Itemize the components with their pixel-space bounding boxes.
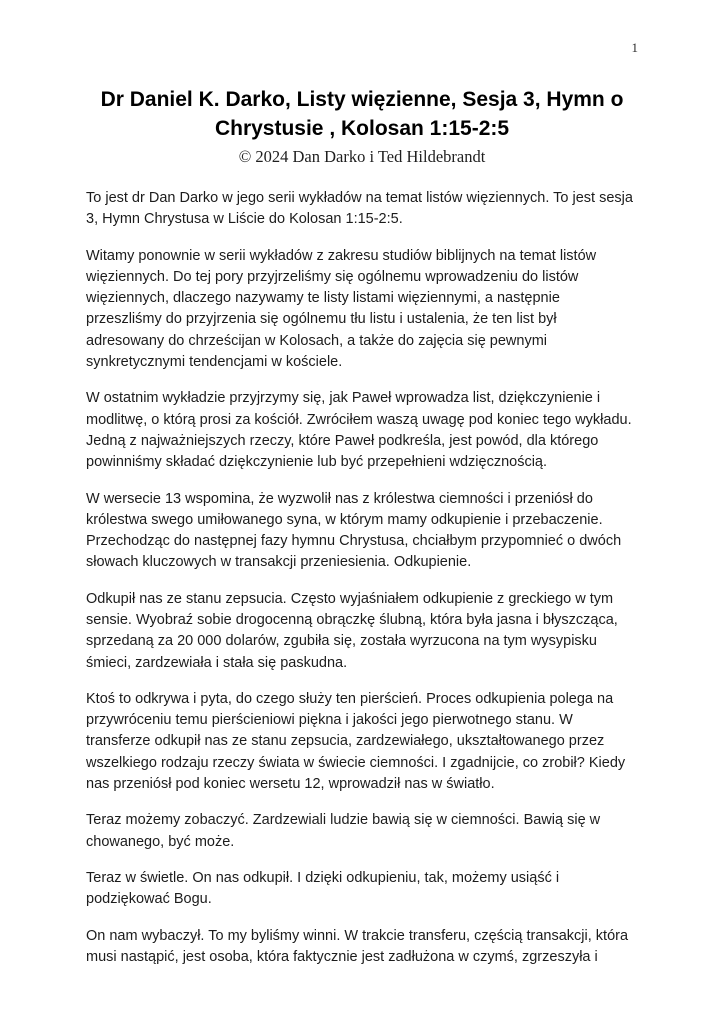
page-number: 1 [631, 40, 638, 55]
paragraph-forgiveness: On nam wybaczył. To my byliśmy winni. W trakcie transferu, częścią transakcji, która musi nastąpić, jest osoba, która faktycznie jest zadłużona w czymś, zgrzeszyła i [86, 927, 629, 965]
paragraph-darkness: Teraz możemy zobaczyć. Zardzewiali ludzie bawią się w ciemności. Bawią się w chowanego, być może. [86, 812, 601, 850]
paragraph-redemption: Odkupił nas ze stanu zepsucia. Często wyjaśniałem odkupienie z greckiego w tym sensie. Wyobraź sobie drogocenną obrączkę ślubną, która była jasna i błyszcząca, sprzedaną za 20 000 dolarów, zgubiła się, została wyrzucona na tym wysypisku śmieci, zardzewiała i stała się paskudna. [86, 590, 618, 671]
paragraph-light: Teraz w świetle. On nas odkupił. I dzięki odkupieniu, tak, możemy usiąść i podziękować Bogu. [86, 869, 560, 908]
paragraph-verse-13: W wersecie 13 wspomina, że wyzwolił nas z królestwa ciemności i przeniósł do królestwa swego umiłowanego syna, w którym mamy odkupienie i przebaczenie. Przechodząc do następnej fazy hymnu Chrystusa, chciałbym przypomnieć o dwóch słowach kluczowych w transakcji przeniesienia. Odkupienie. [86, 490, 622, 571]
paragraph-ring: Ktoś to odkrywa i pyta, do czego służy ten pierścień. Proces odkupienia polega na przywróceniu temu pierścieniowi piękna i jakości jego pierwotnego stanu. W transferze odkupił nas ze stanu zepsucia, zardzewiałego, ukształtowanego przez wszelkiego rodzaju rzeczy świata w świecie ciemności. I zgadnijcie, co zrobił? Kiedy nas przeniósł pod koniec wersetu 12, wprowadził nas w światło. [86, 690, 626, 793]
paragraph-intro: To jest dr Dan Darko w jego serii wykładów na temat listów więziennych. To jest sesja 3, Hymn Chrystusa w Liście do Kolosan 1:15-2:5. [86, 189, 633, 228]
document-title: Dr Daniel K. Darko, Listy więzienne, Sesja 3, Hymn o Chrystusie , Kolosan 1:15-2:5 [100, 88, 624, 140]
paragraph-last-lecture: W ostatnim wykładzie przyjrzymy się, jak Paweł wprowadza list, dziękczynienie i modlitwę, o którą prosi za kościół. Zwróciłem waszą uwagę pod koniec tego wykładu. Jedną z najważniejszych rzeczy, które Paweł podkreśla, jest powód, dla którego powinniśmy składać dziękczynienie lub być przepełnieni wdzięcznością. [86, 390, 632, 471]
document-body [86, 188, 638, 968]
copyright-line: © 2024 Dan Darko i Ted Hildebrandt [238, 146, 486, 166]
paragraph-welcome: Witamy ponownie w serii wykładów z zakresu studiów biblijnych na temat listów więziennych. Do tej pory przyjrzeliśmy się ogólnemu wprowadzeniu do listów więziennych, dlaczego nazywamy te listy listami więziennymi, a następnie przeszliśmy do przyjrzenia się ogólnemu tłu listu i ustalenia, że ten list był adresowany do chrześcijan w Kolosach, a także do zajęcia się pewnymi synkretycznymi tendencjami w kościele. [86, 247, 597, 371]
